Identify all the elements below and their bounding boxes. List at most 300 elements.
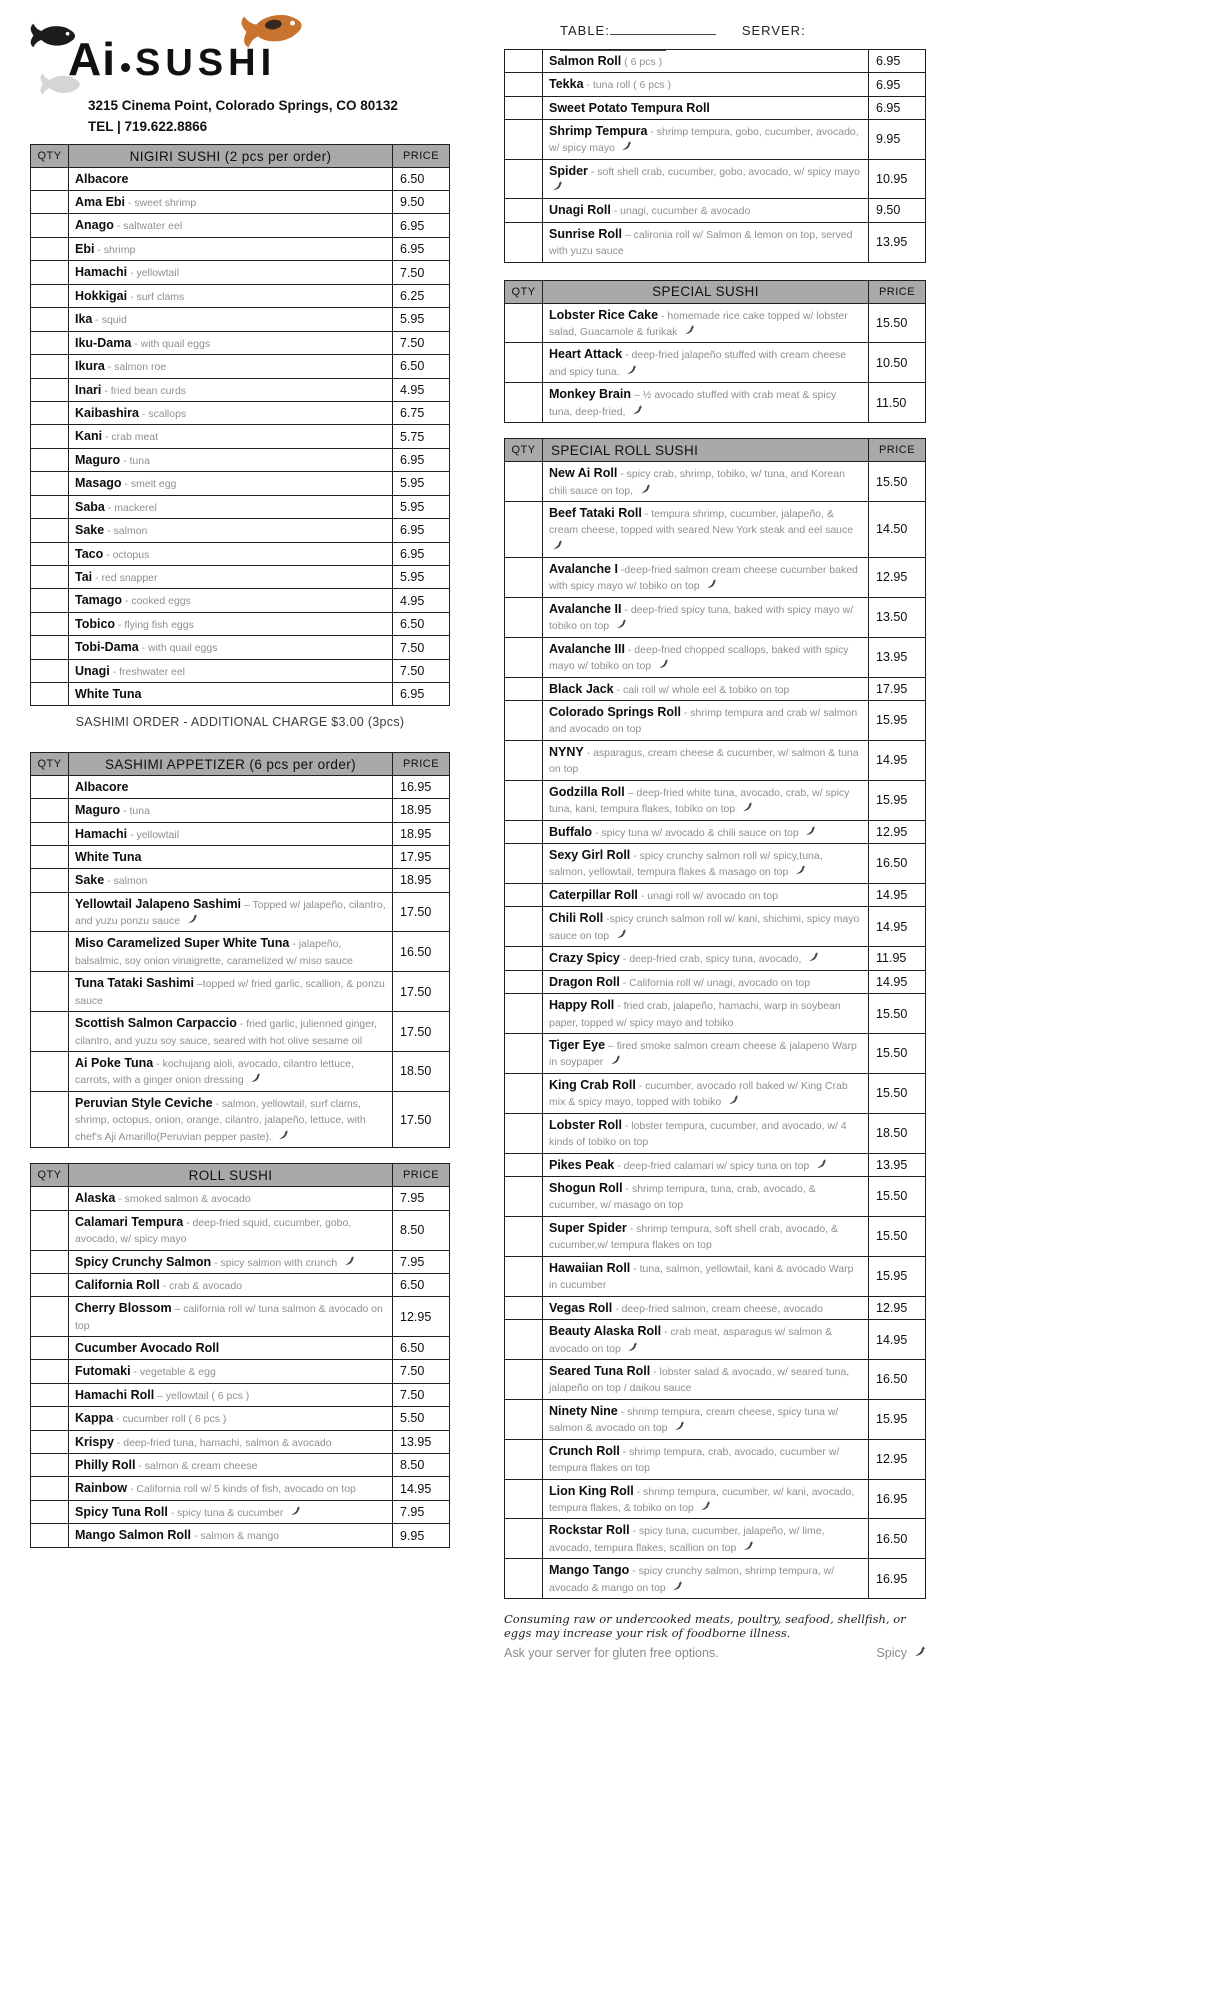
item-name: Albacore bbox=[75, 172, 129, 186]
qty-cell bbox=[505, 1399, 543, 1439]
item-price: 6.95 bbox=[393, 448, 450, 471]
item-description: - asparagus, cream cheese & cucumber, w/ salmon & tuna on top bbox=[549, 746, 859, 776]
item-name: Pikes Peak bbox=[549, 1157, 615, 1172]
qty-cell bbox=[505, 740, 543, 780]
item-price: 6.95 bbox=[869, 50, 926, 73]
item-name-cell bbox=[543, 222, 869, 262]
item-price: 15.50 bbox=[869, 994, 926, 1034]
qty-cell bbox=[505, 637, 543, 677]
item-price: 10.50 bbox=[869, 343, 926, 383]
menu-item-row bbox=[31, 776, 450, 799]
qty-cell bbox=[505, 1216, 543, 1256]
item-description: - deep-fried squid, cucumber, gobo, avocado, w/ spicy mayo bbox=[75, 1216, 352, 1246]
item-price: 11.95 bbox=[869, 947, 926, 970]
menu-item-row bbox=[31, 472, 450, 495]
item-name-cell bbox=[69, 892, 393, 932]
spicy-label: Spicy bbox=[876, 1646, 907, 1661]
qty-cell bbox=[31, 822, 69, 845]
item-name-cell bbox=[69, 1250, 393, 1273]
qty-cell bbox=[505, 907, 543, 947]
item-name: Lobster Roll bbox=[549, 1117, 622, 1132]
qty-cell bbox=[31, 401, 69, 424]
qty-cell bbox=[31, 972, 69, 1012]
item-price: 8.50 bbox=[393, 1210, 450, 1250]
item-name-cell bbox=[69, 972, 393, 1012]
menu-item-row bbox=[31, 261, 450, 284]
menu-item-row bbox=[505, 970, 926, 993]
item-name-cell bbox=[69, 1052, 393, 1092]
item-price: 9.95 bbox=[393, 1524, 450, 1547]
item-name: Kappa bbox=[75, 1411, 114, 1426]
qty-cell bbox=[31, 589, 69, 612]
item-name-cell bbox=[69, 636, 393, 659]
menu-item-row bbox=[31, 892, 450, 932]
qty-cell bbox=[31, 1210, 69, 1250]
item-description: - spicy tuna & cucumber bbox=[167, 1506, 284, 1519]
item-price: 6.95 bbox=[393, 519, 450, 542]
qty-cell bbox=[505, 50, 543, 73]
item-description: - spicy tuna, cucumber, jalapeño, w/ lime, avocado, tempura flakes, scallion on top bbox=[549, 1525, 825, 1554]
menu-item-row bbox=[31, 542, 450, 565]
item-price: 12.95 bbox=[393, 1297, 450, 1337]
item-name-cell bbox=[69, 1012, 393, 1052]
menu-item-row bbox=[31, 308, 450, 331]
item-description: - shrimp tempura, cucumber, w/ kani, avocado, tempura flakes, & tobiko on top bbox=[549, 1485, 855, 1514]
item-name: Tobi-Dama bbox=[75, 640, 139, 655]
menu-item-row bbox=[31, 1210, 450, 1250]
menu-item-row bbox=[505, 820, 926, 843]
qty-cell bbox=[505, 96, 543, 119]
qty-cell bbox=[31, 869, 69, 892]
item-name: Sexy Girl Roll bbox=[549, 848, 631, 862]
spicy-pepper-icon bbox=[344, 1256, 355, 1267]
item-price: 15.50 bbox=[869, 1177, 926, 1217]
item-description: - surf clams bbox=[127, 290, 185, 303]
menu-item-row bbox=[505, 1359, 926, 1399]
item-name-cell bbox=[69, 237, 393, 260]
spicy-pepper-icon bbox=[278, 1130, 289, 1141]
menu-item-row bbox=[31, 1477, 450, 1500]
section-title: NIGIRI SUSHI (2 pcs per order) bbox=[69, 145, 393, 168]
item-name: Dragon Roll bbox=[549, 974, 620, 989]
item-description: - unagi, cucumber & avocado bbox=[610, 205, 751, 218]
item-name: Avalanche II bbox=[549, 601, 622, 616]
nigiri-sushi-table bbox=[30, 144, 450, 706]
item-name: Mango Tango bbox=[549, 1563, 630, 1578]
item-name-cell bbox=[543, 1256, 869, 1296]
spicy-pepper-icon bbox=[626, 365, 637, 376]
item-name-cell bbox=[69, 214, 393, 237]
qty-cell bbox=[505, 1033, 543, 1073]
item-description: - salmon roe bbox=[104, 361, 167, 374]
menu-item-row bbox=[31, 191, 450, 214]
item-name: White Tuna bbox=[75, 850, 142, 865]
item-name: Crazy Spicy bbox=[549, 951, 620, 966]
item-name-cell bbox=[69, 822, 393, 845]
qty-cell bbox=[505, 780, 543, 820]
qty-cell bbox=[31, 168, 69, 191]
item-description: - salmon bbox=[104, 875, 148, 888]
left-column bbox=[30, 26, 450, 1548]
item-description: - salmon & cream cheese bbox=[135, 1460, 258, 1472]
item-name: Ama Ebi bbox=[75, 195, 126, 209]
item-name-cell bbox=[543, 1177, 869, 1217]
item-name-cell bbox=[543, 1559, 869, 1599]
section-title: SPECIAL SUSHI bbox=[543, 280, 869, 303]
item-name: Lobster Rice Cake bbox=[549, 307, 659, 322]
item-name-cell bbox=[543, 780, 869, 820]
spicy-pepper-icon bbox=[808, 952, 819, 963]
brand-name bbox=[68, 32, 276, 86]
qty-cell bbox=[505, 947, 543, 970]
qty-cell bbox=[505, 502, 543, 558]
qty-cell bbox=[31, 542, 69, 565]
menu-item-row bbox=[505, 740, 926, 780]
item-name: Tiger Eye bbox=[549, 1037, 606, 1052]
qty-cell bbox=[31, 683, 69, 706]
qty-cell bbox=[505, 1153, 543, 1176]
qty-cell bbox=[31, 799, 69, 822]
qty-cell bbox=[31, 1052, 69, 1092]
spicy-pepper-icon bbox=[616, 619, 627, 630]
qty-cell bbox=[505, 1559, 543, 1599]
item-name: Spicy Crunchy Salmon bbox=[75, 1254, 212, 1269]
spicy-legend bbox=[876, 1646, 926, 1660]
item-name-cell bbox=[543, 50, 869, 73]
consumer-advisory: Consuming raw or undercooked meats, poultry, seafood, shellfish, or eggs may increase your risk of foodborne illness. bbox=[504, 1612, 906, 1641]
item-name: Hamachi bbox=[75, 826, 128, 841]
item-price: 7.50 bbox=[393, 261, 450, 284]
item-name-cell bbox=[543, 557, 869, 597]
spicy-pepper-icon bbox=[610, 1055, 621, 1066]
menu-item-row bbox=[31, 1297, 450, 1337]
item-description: - shrimp tempura, tuna, crab, avocado, & cucumber, w/ masago on top bbox=[549, 1183, 816, 1212]
qty-cell bbox=[505, 1073, 543, 1113]
qty-cell bbox=[505, 159, 543, 198]
item-name-cell bbox=[69, 355, 393, 378]
menu-item-row bbox=[31, 659, 450, 682]
qty-cell bbox=[31, 495, 69, 518]
brand-sushi-text: SUSHI bbox=[135, 42, 277, 84]
item-name-cell bbox=[69, 1500, 393, 1523]
item-description: - spicy crunchy salmon, shrimp tempura, w/ avocado & mango on top bbox=[549, 1565, 835, 1594]
item-name-cell bbox=[69, 589, 393, 612]
qty-cell bbox=[31, 378, 69, 401]
restaurant-logo bbox=[30, 26, 450, 144]
qty-cell bbox=[505, 1519, 543, 1559]
item-name: Black Jack bbox=[549, 681, 614, 696]
item-name-cell bbox=[69, 1360, 393, 1383]
spicy-pepper-icon bbox=[674, 1421, 685, 1432]
item-price: 7.50 bbox=[393, 1360, 450, 1383]
item-description: - lobster tempura, cucumber, and avocado, w/ 4 kinds of tobiko on top bbox=[549, 1119, 847, 1149]
item-description: - crab & avocado bbox=[159, 1279, 243, 1292]
menu-item-row bbox=[31, 425, 450, 448]
item-name: Hamachi Roll bbox=[75, 1387, 155, 1402]
spicy-pepper-icon bbox=[816, 1159, 827, 1170]
table-blank-line bbox=[610, 22, 716, 35]
item-name-cell bbox=[69, 261, 393, 284]
item-name: Cucumber Avocado Roll bbox=[75, 1341, 220, 1356]
qty-cell bbox=[505, 1320, 543, 1360]
table-label: TABLE: bbox=[560, 23, 610, 38]
item-name-cell bbox=[69, 425, 393, 448]
item-name-cell bbox=[69, 683, 393, 706]
item-name: Cherry Blossom bbox=[75, 1301, 172, 1316]
spicy-pepper-icon bbox=[728, 1095, 739, 1106]
section-title: ROLL SUSHI bbox=[69, 1164, 393, 1187]
item-price: 6.75 bbox=[393, 401, 450, 424]
item-price: 6.95 bbox=[869, 73, 926, 96]
qty-cell bbox=[505, 700, 543, 740]
menu-item-row bbox=[505, 1177, 926, 1217]
spicy-pepper-icon bbox=[914, 1646, 926, 1658]
item-name-cell bbox=[543, 740, 869, 780]
item-price: 14.95 bbox=[869, 740, 926, 780]
qty-cell bbox=[505, 883, 543, 906]
spicy-pepper-icon bbox=[627, 1342, 638, 1353]
item-price: 6.50 bbox=[393, 1273, 450, 1296]
item-description: - spicy tuna w/ avocado & chili sauce on top bbox=[592, 826, 799, 839]
item-description: - shrimp tempura, gobo, cucumber, avocado, w/ spicy mayo bbox=[549, 125, 859, 155]
menu-item-row bbox=[31, 1454, 450, 1477]
item-name: Godzilla Roll bbox=[549, 784, 625, 799]
qty-cell bbox=[31, 659, 69, 682]
item-name-cell bbox=[69, 1210, 393, 1250]
item-description: - soft shell crab, cucumber, gobo, avocado, w/ spicy mayo bbox=[587, 165, 860, 178]
item-description: - shrimp tempura, soft shell crab, avocado, & cucumber,w/ tempura flakes on top bbox=[549, 1222, 839, 1252]
spicy-pepper-icon bbox=[795, 865, 806, 876]
item-name-cell bbox=[69, 542, 393, 565]
item-name: Super Spider bbox=[549, 1220, 627, 1235]
menu-item-row bbox=[31, 683, 450, 706]
qty-cell bbox=[31, 1407, 69, 1430]
item-name: Tai bbox=[75, 570, 93, 584]
menu-item-row bbox=[31, 237, 450, 260]
item-price: 16.50 bbox=[393, 932, 450, 972]
spicy-pepper-icon bbox=[621, 141, 632, 152]
item-name: Salmon Roll bbox=[549, 54, 622, 68]
item-description: -deep-fried salmon cream cheese cucumber baked with spicy mayo w/ tobiko on top bbox=[549, 563, 858, 593]
menu-item-row bbox=[505, 383, 926, 423]
item-price: 14.95 bbox=[869, 1320, 926, 1360]
item-price: 6.95 bbox=[393, 237, 450, 260]
item-price: 17.50 bbox=[393, 892, 450, 932]
item-description: -spicy crunch salmon roll w/ kani, shichimi, spicy mayo sauce on top bbox=[549, 913, 860, 942]
item-description: - California roll w/ unagi, avocado on top bbox=[619, 976, 811, 989]
qty-cell bbox=[505, 303, 543, 343]
section-title: SASHIMI APPETIZER (6 pcs per order) bbox=[69, 753, 393, 776]
phone-line: TEL | 719.622.8866 bbox=[88, 119, 208, 134]
item-name-cell bbox=[69, 401, 393, 424]
item-price: 5.50 bbox=[393, 1407, 450, 1430]
item-name: Peruvian Style Ceviche bbox=[75, 1095, 213, 1110]
item-price: 14.95 bbox=[869, 970, 926, 993]
menu-item-row bbox=[31, 1337, 450, 1360]
item-description: - deep-fried crab, spicy tuna, avocado, bbox=[619, 953, 802, 966]
item-name-cell bbox=[543, 119, 869, 159]
qty-cell bbox=[505, 970, 543, 993]
item-description: - California roll w/ 5 kinds of fish, avocado on top bbox=[127, 1483, 356, 1496]
qty-cell bbox=[505, 199, 543, 222]
qty-cell bbox=[505, 1439, 543, 1479]
price-header: PRICE bbox=[393, 1164, 450, 1187]
right-column bbox=[504, 22, 926, 1660]
menu-item-row bbox=[505, 1399, 926, 1439]
menu-item-row bbox=[505, 502, 926, 558]
item-price: 18.95 bbox=[393, 869, 450, 892]
menu-item-row bbox=[505, 947, 926, 970]
item-description: - with quail eggs bbox=[131, 337, 211, 350]
item-name: Ninety Nine bbox=[549, 1403, 618, 1418]
qty-cell bbox=[31, 1273, 69, 1296]
item-name: Buffalo bbox=[549, 824, 593, 839]
qty-cell bbox=[31, 846, 69, 869]
item-name: Ebi bbox=[75, 241, 95, 256]
item-name: Chili Roll bbox=[549, 911, 604, 926]
item-name-cell bbox=[543, 597, 869, 637]
menu-item-row bbox=[31, 1273, 450, 1296]
item-description: - with quail eggs bbox=[138, 642, 218, 655]
menu-item-row bbox=[505, 1216, 926, 1256]
item-name: Ika bbox=[75, 312, 93, 327]
section-header-row bbox=[31, 1164, 450, 1187]
qty-cell bbox=[31, 612, 69, 635]
item-description: - cooked eggs bbox=[122, 595, 191, 608]
item-description: - cali roll w/ whole eel & tobiko on top bbox=[613, 683, 790, 696]
item-description: - saltwater eel bbox=[113, 220, 183, 233]
item-name: Futomaki bbox=[75, 1364, 131, 1379]
section-title: SPECIAL ROLL SUSHI bbox=[543, 439, 869, 462]
item-name-cell bbox=[543, 947, 869, 970]
item-name: Shogun Roll bbox=[549, 1181, 623, 1195]
menu-item-row bbox=[31, 1500, 450, 1523]
item-price: 9.95 bbox=[869, 119, 926, 159]
item-name: Shrimp Tempura bbox=[549, 123, 648, 138]
item-description: ( 6 pcs ) bbox=[621, 56, 663, 68]
spicy-pepper-icon bbox=[706, 579, 717, 590]
brand-ai-text: Ai bbox=[68, 33, 116, 85]
menu-item-row bbox=[505, 844, 926, 884]
menu-item-row bbox=[31, 284, 450, 307]
item-name-cell bbox=[69, 1477, 393, 1500]
qty-cell bbox=[31, 261, 69, 284]
item-name: Unagi bbox=[75, 663, 110, 678]
item-name-cell bbox=[543, 199, 869, 222]
item-name: Scottish Salmon Carpaccio bbox=[75, 1016, 237, 1031]
item-name-cell bbox=[543, 1073, 869, 1113]
spicy-pepper-icon bbox=[187, 914, 198, 925]
item-name: Inari bbox=[75, 382, 102, 397]
item-name-cell bbox=[69, 1454, 393, 1477]
qty-cell bbox=[505, 557, 543, 597]
menu-item-row bbox=[31, 1250, 450, 1273]
item-price: 6.25 bbox=[393, 284, 450, 307]
item-price: 17.95 bbox=[393, 846, 450, 869]
menu-item-row bbox=[31, 519, 450, 542]
item-name-cell bbox=[69, 472, 393, 495]
item-name-cell bbox=[69, 612, 393, 635]
item-name: Tobico bbox=[75, 616, 116, 631]
item-description: - salmon, yellowtail, surf clams, shrimp, octopus, onion, orange, cilantro, jalapeño, lettuce, with chef's Aji Amarillo(Peruvian pepper paste). bbox=[75, 1097, 366, 1143]
item-name: New Ai Roll bbox=[549, 466, 618, 481]
spicy-pepper-icon bbox=[743, 1541, 754, 1552]
item-name: Kani bbox=[75, 429, 103, 444]
item-price: 6.95 bbox=[869, 96, 926, 119]
item-name: Philly Roll bbox=[75, 1458, 136, 1472]
menu-item-row bbox=[505, 1439, 926, 1479]
item-description: - freshwater eel bbox=[109, 665, 186, 678]
item-price: 10.95 bbox=[869, 159, 926, 198]
item-price: 9.50 bbox=[393, 191, 450, 214]
item-name-cell bbox=[69, 1524, 393, 1547]
address-line: 3215 Cinema Point, Colorado Springs, CO 80132 bbox=[88, 98, 398, 113]
qty-cell bbox=[505, 1359, 543, 1399]
item-name-cell bbox=[543, 1399, 869, 1439]
menu-item-row bbox=[505, 700, 926, 740]
qty-cell bbox=[31, 519, 69, 542]
item-description: - tuna, salmon, yellowtail, kani & avocado Warp in cucumber bbox=[549, 1262, 854, 1292]
menu-item-row bbox=[505, 1519, 926, 1559]
item-name: Sweet Potato Tempura Roll bbox=[549, 100, 710, 115]
item-name-cell bbox=[543, 1033, 869, 1073]
price-header: PRICE bbox=[869, 439, 926, 462]
menu-item-row bbox=[505, 1479, 926, 1519]
item-name: Albacore bbox=[75, 780, 129, 795]
item-price: 17.95 bbox=[869, 677, 926, 700]
spicy-pepper-icon bbox=[658, 659, 669, 670]
item-price: 13.95 bbox=[869, 1153, 926, 1176]
item-description: - salmon bbox=[104, 525, 148, 538]
item-description: - jalapeño, balsalmic, soy onion vinaigrette, caramelized w/ miso sauce bbox=[75, 938, 353, 967]
item-name: Kaibashira bbox=[75, 405, 139, 420]
item-name: Hokkigai bbox=[75, 288, 128, 303]
item-price: 14.95 bbox=[869, 883, 926, 906]
menu-item-row bbox=[505, 159, 926, 198]
item-name: Hawaiian Roll bbox=[549, 1260, 631, 1275]
item-name-cell bbox=[543, 820, 869, 843]
menu-item-row bbox=[31, 932, 450, 972]
item-name: Miso Caramelized Super White Tuna bbox=[75, 936, 290, 951]
item-name: Lion King Roll bbox=[549, 1483, 634, 1498]
roll-sushi-continued-table bbox=[504, 49, 926, 263]
item-name-cell bbox=[543, 1439, 869, 1479]
menu-item-row bbox=[31, 566, 450, 589]
item-price: 13.50 bbox=[869, 597, 926, 637]
item-price: 9.50 bbox=[869, 199, 926, 222]
qty-cell bbox=[31, 1297, 69, 1337]
item-name-cell bbox=[69, 776, 393, 799]
menu-item-row bbox=[505, 1073, 926, 1113]
qty-cell bbox=[31, 1500, 69, 1523]
menu-item-row bbox=[505, 96, 926, 119]
menu-item-row bbox=[31, 1407, 450, 1430]
item-name-cell bbox=[69, 1091, 393, 1147]
item-name: Avalanche I bbox=[549, 561, 619, 576]
item-description: - squid bbox=[92, 314, 127, 327]
item-description: - homemade rice cake topped w/ lobster salad, Guacamole & furikak bbox=[549, 309, 848, 338]
menu-item-row bbox=[505, 994, 926, 1034]
item-price: 5.95 bbox=[393, 308, 450, 331]
item-price: 12.95 bbox=[869, 1296, 926, 1319]
item-name: Maguro bbox=[75, 452, 121, 467]
item-name-cell bbox=[543, 96, 869, 119]
item-name: Alaska bbox=[75, 1191, 116, 1206]
qty-header: QTY bbox=[31, 753, 69, 776]
roll-sushi-table bbox=[30, 1163, 450, 1548]
item-description: - scallops bbox=[138, 407, 187, 420]
item-name: Maguro bbox=[75, 803, 121, 818]
